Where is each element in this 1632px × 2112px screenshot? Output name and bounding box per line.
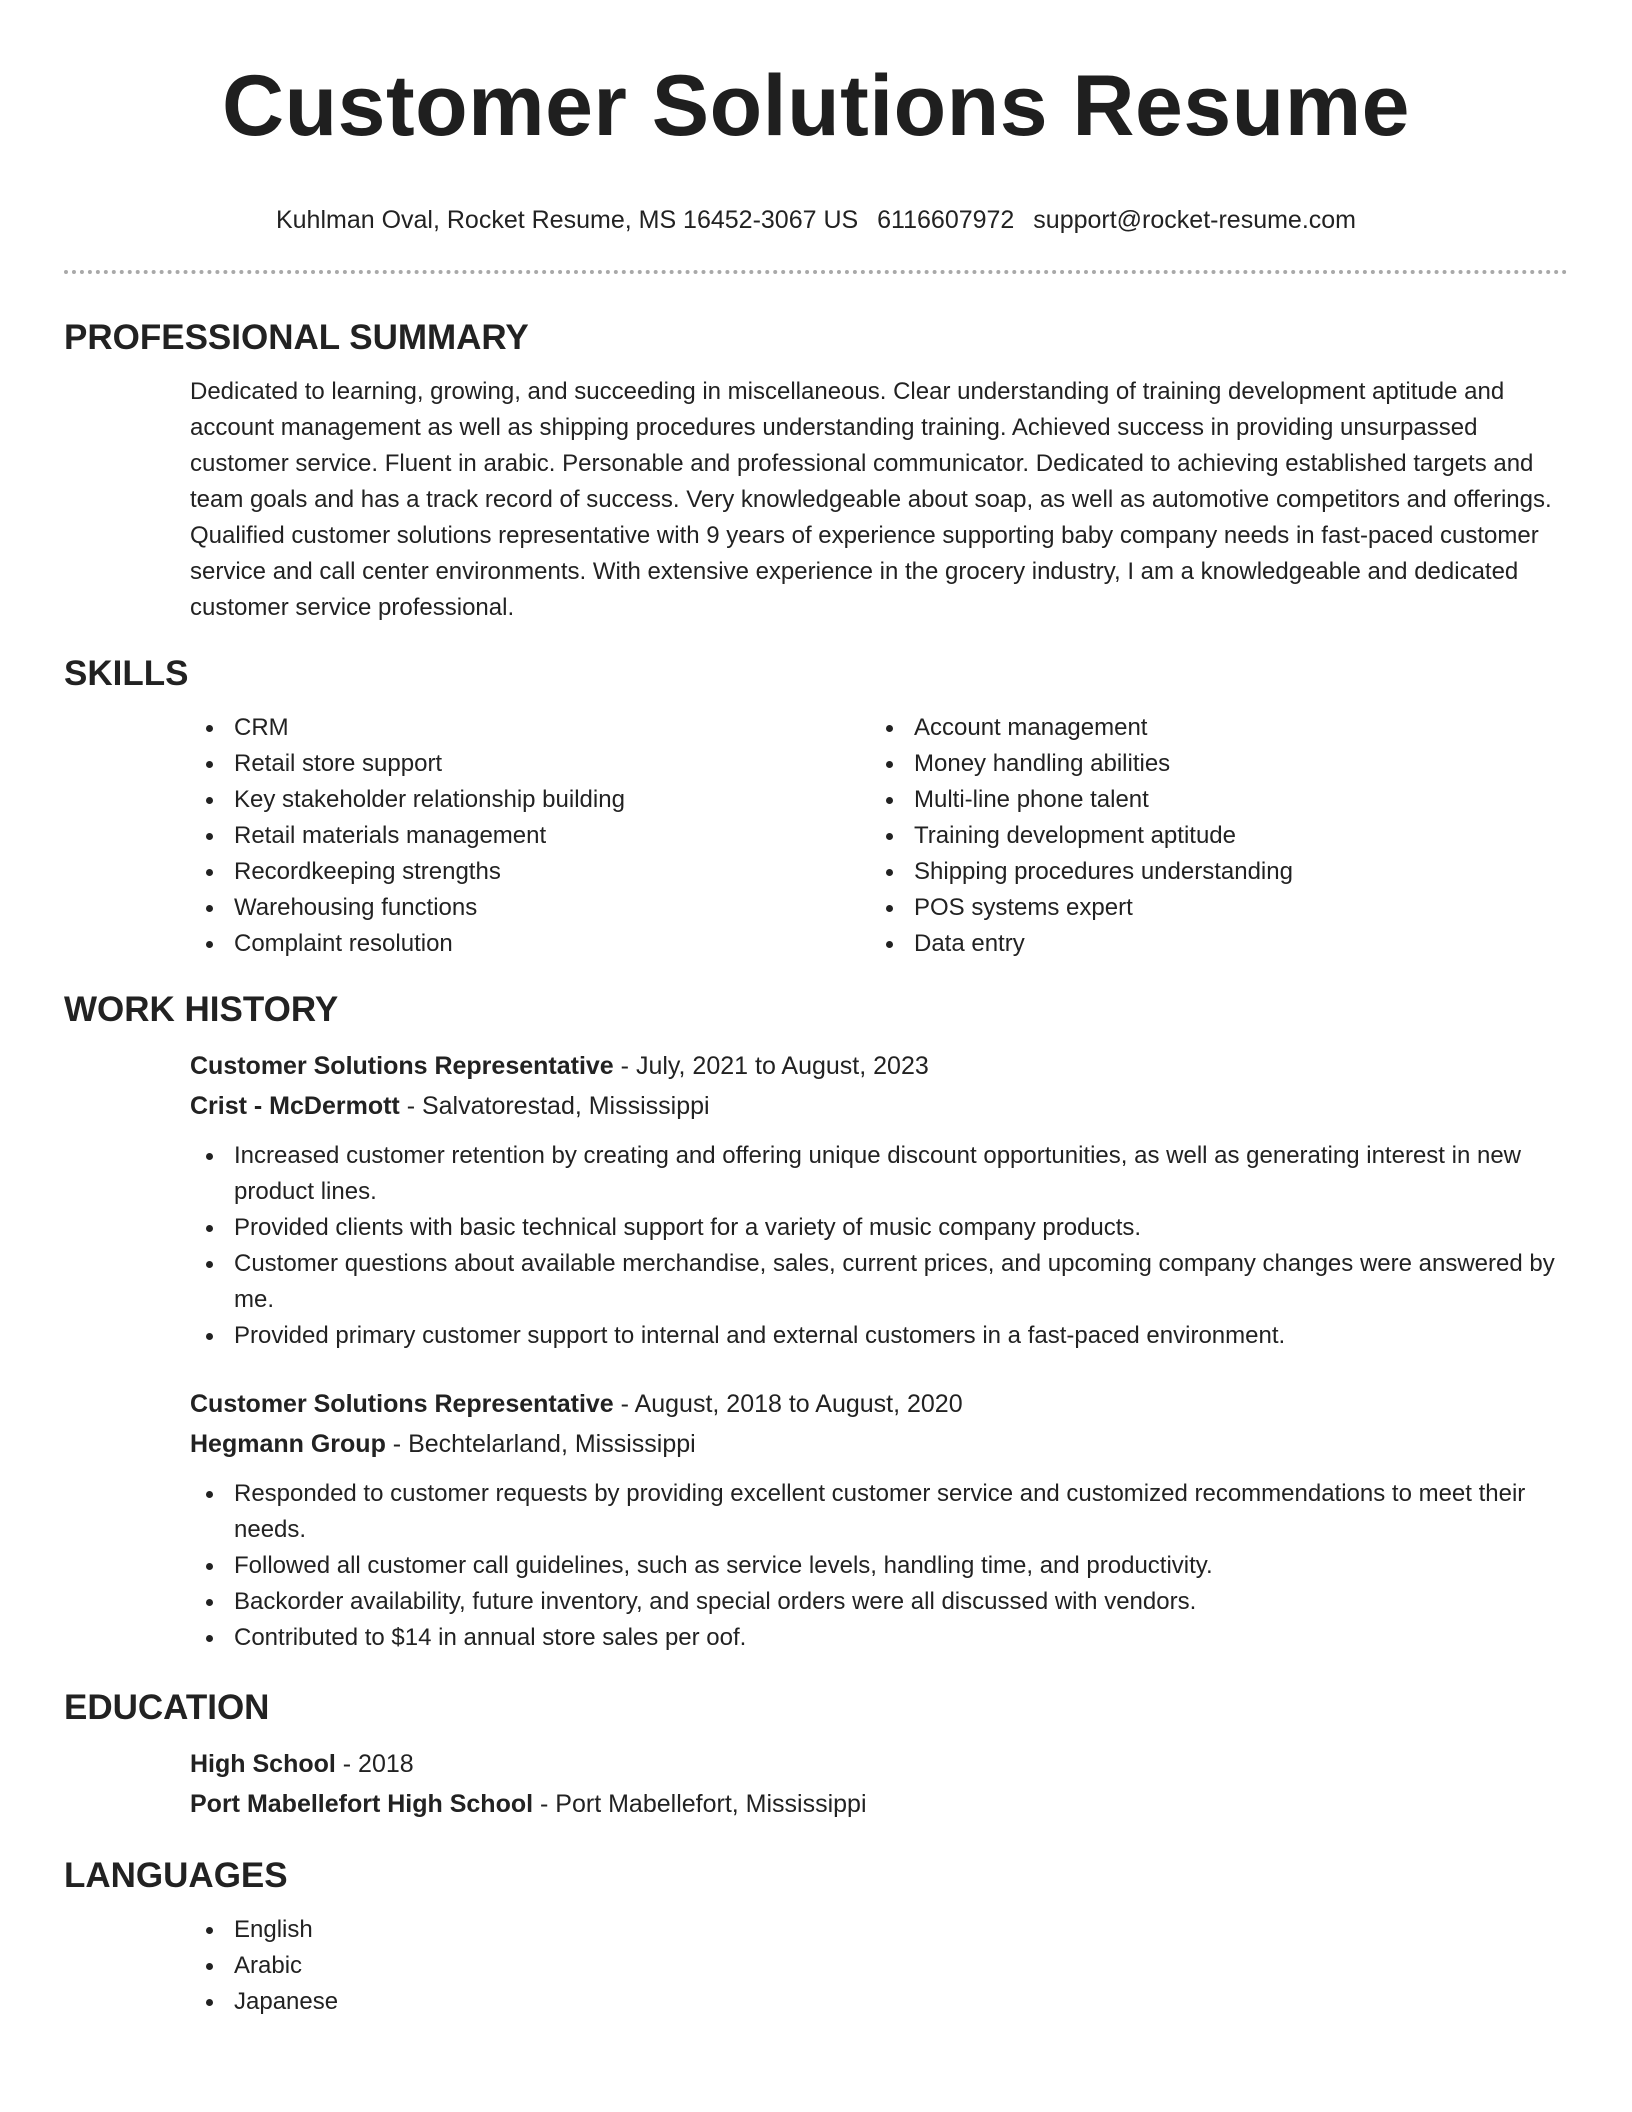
job-entry (190, 1046, 1568, 1126)
skill-item: Retail store support (190, 746, 870, 782)
job-company: Crist - McDermott (190, 1092, 400, 1120)
job-bullets-container (190, 1138, 1568, 1354)
job-title-line (190, 1384, 1568, 1424)
contact-phone: 6116607972 (877, 206, 1015, 234)
job-dates: - August, 2018 to August, 2020 (620, 1390, 963, 1418)
work-history-heading: WORK HISTORY (64, 990, 339, 1029)
summary-body (190, 374, 1568, 626)
summary-heading: PROFESSIONAL SUMMARY (64, 318, 529, 357)
work-history-section (64, 988, 1568, 1656)
skill-item: POS systems expert (870, 890, 1550, 926)
summary-section (64, 316, 1568, 626)
job-company-line (190, 1424, 1568, 1464)
job-dates: - July, 2021 to August, 2023 (620, 1052, 929, 1080)
resume-page (64, 0, 1568, 2020)
skill-item: Account management (870, 710, 1550, 746)
education-section (64, 1686, 1568, 1824)
contact-email[interactable]: support@rocket-resume.com (1033, 206, 1357, 234)
skills-list-right (870, 710, 1550, 962)
skill-item: Warehousing functions (190, 890, 870, 926)
job-company-line (190, 1086, 1568, 1126)
skill-item: Recordkeeping strengths (190, 854, 870, 890)
job-title-line (190, 1046, 1568, 1086)
languages-list (190, 1912, 1568, 2020)
contact-info (64, 204, 1568, 236)
job-bullet: Responded to customer requests by providing excellent customer service and customized recommendations to meet their needs. (190, 1476, 1568, 1548)
job-company: Hegmann Group (190, 1430, 386, 1458)
skills-section (64, 652, 1568, 962)
job-bullets (190, 1476, 1568, 1656)
education-degree: High School (190, 1750, 336, 1778)
job-bullets-container (190, 1476, 1568, 1656)
contact-address: Kuhlman Oval, Rocket Resume, MS 16452-3067 US (275, 206, 859, 234)
language-item: English (190, 1912, 1568, 1948)
skill-item: Shipping procedures understanding (870, 854, 1550, 890)
education-school: Port Mabellefort High School (190, 1790, 534, 1818)
job-title: Customer Solutions Representative (190, 1052, 614, 1080)
skills-column-left (190, 710, 870, 962)
summary-text: Dedicated to learning, growing, and succeeding in miscellaneous. Clear understanding of training development aptitude and account management as well as shipping procedures understanding training. Achieved success in providing unsurpassed customer service. Fluent in arabic. Personable and professional communicator. Dedicated to achieving established targets and team goals and has a track record of success. Very knowledgeable about soap, as well as automotive competitors and offerings. Qualified customer solutions representative with 9 years of experience supporting baby company needs in fast-paced customer service and call center environments. With extensive experience in the grocery industry, I am a knowledgeable and dedicated customer service professional. (190, 378, 1552, 621)
skill-item: Data entry (870, 926, 1550, 962)
skill-item: Complaint resolution (190, 926, 870, 962)
job-location: - Bechtelarland, Mississippi (392, 1430, 696, 1458)
skills-column-right (870, 710, 1550, 962)
skills-list-left (190, 710, 870, 962)
languages-heading: LANGUAGES (64, 1856, 288, 1895)
languages-section (64, 1854, 1568, 2020)
skill-item: CRM (190, 710, 870, 746)
job-bullets (190, 1138, 1568, 1354)
job-location: - Salvatorestad, Mississippi (406, 1092, 710, 1120)
education-school-line (190, 1784, 1568, 1824)
languages-body (190, 1912, 1568, 2020)
education-year: - 2018 (342, 1750, 414, 1778)
education-heading: EDUCATION (64, 1688, 270, 1727)
job-bullet: Followed all customer call guidelines, such as service levels, handling time, and productivity. (190, 1548, 1568, 1584)
skill-item: Multi-line phone talent (870, 782, 1550, 818)
skills-heading: SKILLS (64, 654, 189, 693)
skills-grid (190, 710, 1568, 962)
education-location: - Port Mabellefort, Mississippi (540, 1790, 867, 1818)
job-bullet: Provided clients with basic technical support for a variety of music company products. (190, 1210, 1568, 1246)
skill-item: Key stakeholder relationship building (190, 782, 870, 818)
job-entry (190, 1384, 1568, 1464)
job-bullet: Backorder availability, future inventory, and special orders were all discussed with vendors. (190, 1584, 1568, 1620)
job-bullet: Contributed to $14 in annual store sales per oof. (190, 1620, 1568, 1656)
job-bullet: Increased customer retention by creating and offering unique discount opportunities, as well as generating interest in new product lines. (190, 1138, 1568, 1210)
job-bullet: Customer questions about available merchandise, sales, current prices, and upcoming company changes were answered by me. (190, 1246, 1568, 1318)
header-divider (64, 270, 1568, 274)
job-title: Customer Solutions Representative (190, 1390, 614, 1418)
education-degree-line (190, 1744, 1568, 1784)
skill-item: Retail materials management (190, 818, 870, 854)
skill-item: Training development aptitude (870, 818, 1550, 854)
resume-title: Customer Solutions Resume (221, 58, 1411, 154)
skill-item: Money handling abilities (870, 746, 1550, 782)
job-bullet: Provided primary customer support to internal and external customers in a fast-paced environment. (190, 1318, 1568, 1354)
language-item: Japanese (190, 1984, 1568, 2020)
language-item: Arabic (190, 1948, 1568, 1984)
education-entry (190, 1744, 1568, 1824)
